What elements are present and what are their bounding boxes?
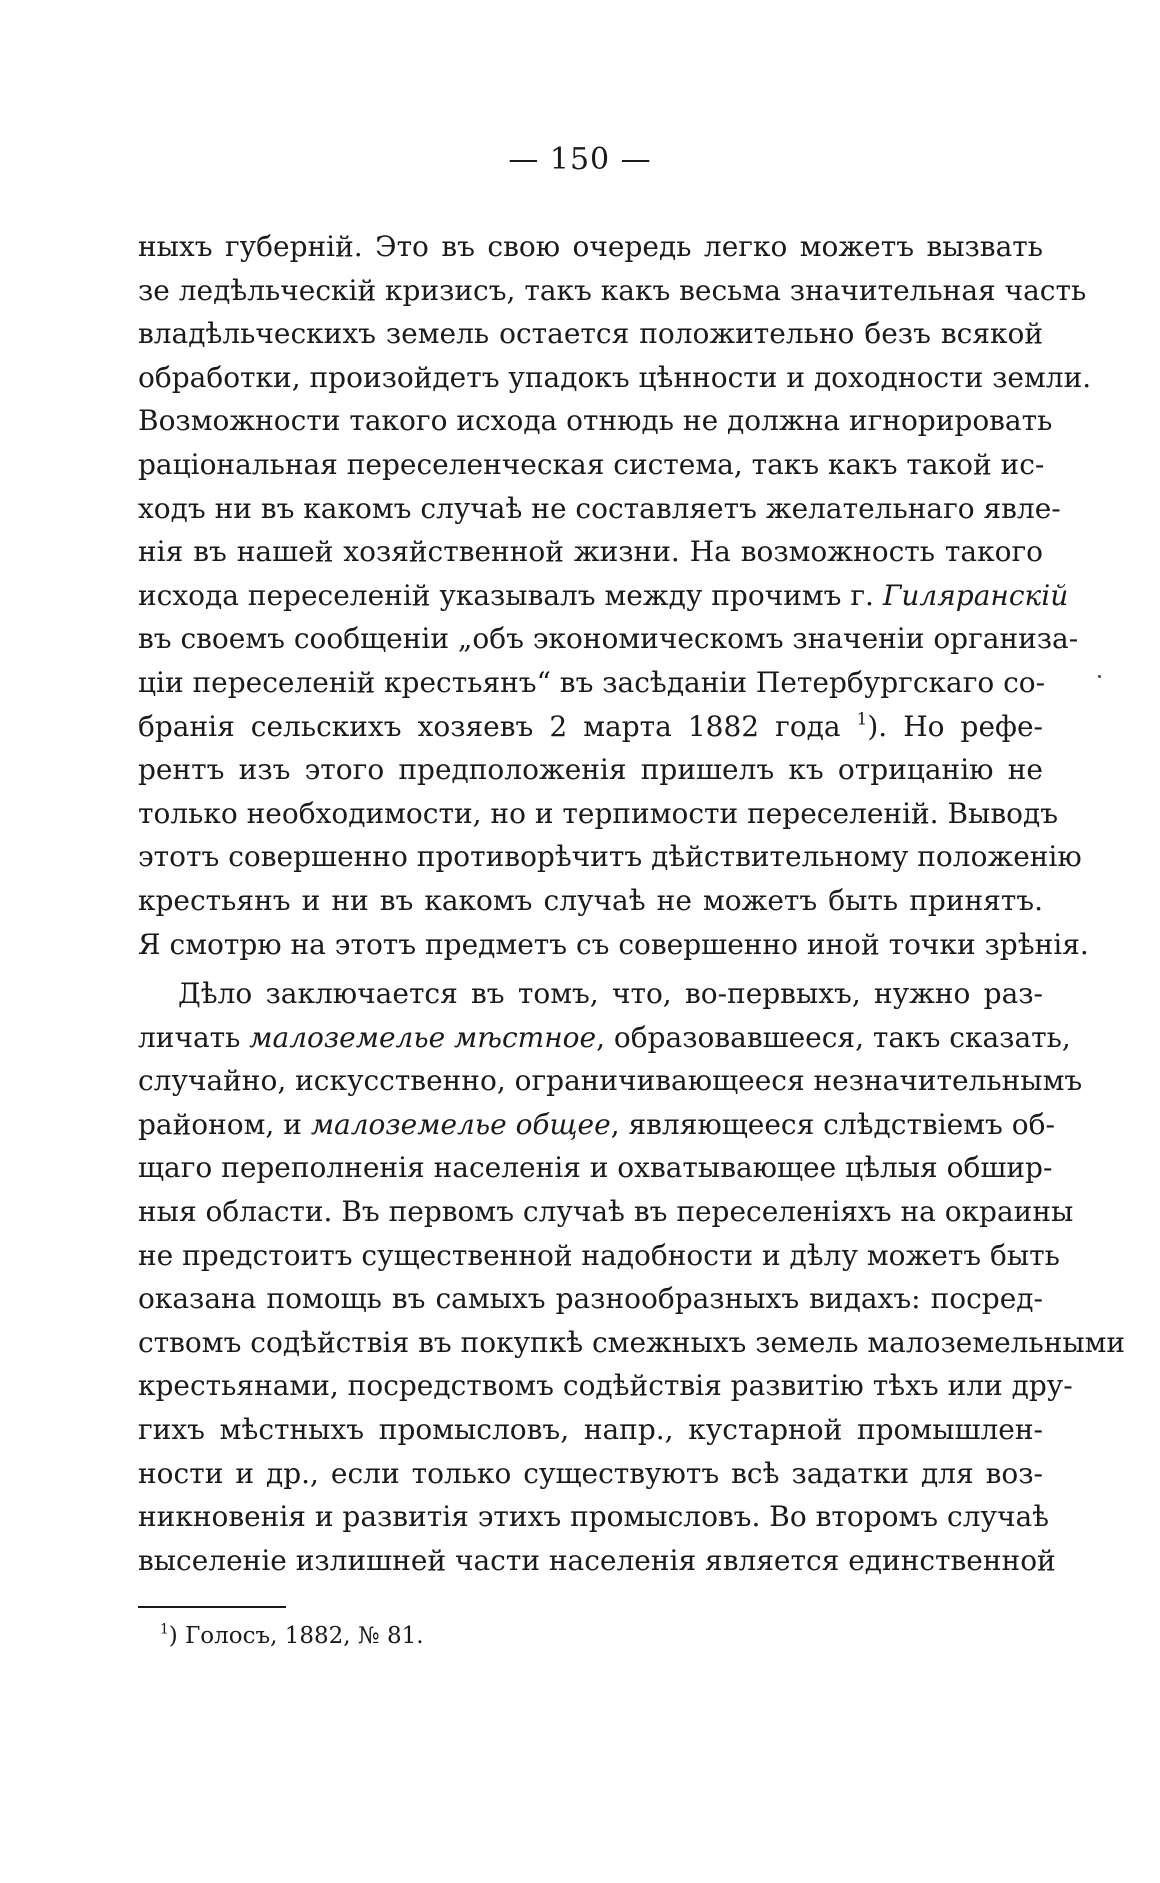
- text-line: выселеніе излишней части населенія является единственной: [138, 1543, 1056, 1577]
- body-text: [138, 225, 1126, 1582]
- text-segment: ). Но рефе-: [867, 709, 1043, 743]
- text-line: владѣльческихъ земель остается положительно безъ всякой: [138, 317, 1043, 351]
- text-line: рентъ изъ этого предположенія пришелъ къ отрицанію не: [138, 753, 1043, 787]
- text-line: [138, 1016, 1071, 1060]
- footnote-divider: [138, 1606, 286, 1608]
- text-segment: исхода переселеній указывалъ между прочимъ г.: [138, 578, 874, 612]
- text-line: [138, 574, 1069, 618]
- text-line: не предстоитъ существенной надобности и дѣлу можетъ быть: [138, 1238, 1060, 1272]
- text-segment: , образовавшееся, такъ сказать,: [596, 1020, 1071, 1054]
- paragraph-first-line: Дѣло заключается въ томъ, что, во-первыхъ, нужно раз-: [178, 977, 1043, 1011]
- text-line: оказана помощь въ самыхъ разнообразныхъ видахъ: посред-: [138, 1282, 1043, 1316]
- text-line: щаго переполненія населенія и охватывающее цѣлыя обшир-: [138, 1151, 1053, 1185]
- text-line: ныхъ губерній. Это въ свою очередь легко можетъ вызвать: [138, 230, 1043, 263]
- paper-speck: [1098, 675, 1101, 678]
- text-line: ности и др., если только существуютъ всѣ задатки для воз-: [138, 1456, 1043, 1490]
- footnote: [160, 1621, 424, 1651]
- footnote-reference: 1: [856, 707, 868, 728]
- text-line: ціи переселеній крестьянъ“ въ засѣданіи Петербургскаго со-: [138, 665, 1046, 699]
- text-line: крестьянами, посредствомъ содѣйствія развитію тѣхъ или дру-: [138, 1369, 1073, 1403]
- footnote-text: ) Голосъ, 1882, № 81.: [168, 1623, 424, 1649]
- text-line: никновенія и развитія этихъ промысловъ. Во второмъ случаѣ: [138, 1500, 1050, 1534]
- text-line: этотъ совершенно противорѣчитъ дѣйствительному положенію: [138, 840, 1082, 874]
- text-line: обработки, произойдетъ упадокъ цѣнности и доходности земли.: [138, 360, 1092, 394]
- text-segment: бранія сельскихъ хозяевъ 2 марта 1882 года: [138, 709, 841, 743]
- text-line: только необходимости, но и терпимости переселеній. Выводъ: [138, 796, 1059, 830]
- italic-author-name: Гиляранскій: [882, 578, 1069, 612]
- text-line: ствомъ содѣйствія въ покупкѣ смежныхъ земель малоземельными: [138, 1325, 1126, 1359]
- text-line: крестьянъ и ни въ какомъ случаѣ не можетъ быть принятъ.: [138, 883, 1043, 917]
- text-line: раціональная переселенческая система, такъ какъ такой ис-: [138, 447, 1045, 481]
- text-line: [138, 1103, 1055, 1147]
- text-line: зе ледѣльческій кризисъ, такъ какъ весьма значительная часть: [138, 273, 1087, 307]
- text-line: въ своемъ сообщеніи „объ экономическомъ значеніи организа-: [138, 622, 1079, 656]
- text-line: гихъ мѣстныхъ промысловъ, напр., кустарной промышлен-: [138, 1413, 1043, 1447]
- text-line: ныя области. Въ первомъ случаѣ въ переселеніяхъ на окраины: [138, 1195, 1074, 1229]
- text-segment: , являющееся слѣдствіемъ об-: [610, 1107, 1055, 1141]
- italic-term-local: малоземелье мѣстное: [249, 1020, 597, 1054]
- text-line: ходъ ни въ какомъ случаѣ не составляетъ желательнаго явле-: [138, 491, 1061, 525]
- text-segment: личать: [138, 1020, 241, 1054]
- text-line: Я смотрю на этотъ предметъ съ совершенно иной точки зрѣнія.: [138, 927, 1089, 961]
- italic-term-general: малоземелье общее: [310, 1107, 611, 1141]
- page-number: — 150 —: [508, 142, 652, 177]
- text-line: Возможности такого исхода отнюдь не должна игнорировать: [138, 404, 1053, 438]
- text-segment: районом, и: [138, 1107, 302, 1141]
- footnote-marker: 1: [160, 1621, 169, 1638]
- text-line: случайно, искусственно, ограничивающееся незначительнымъ: [138, 1064, 1083, 1098]
- text-line: [138, 705, 1043, 749]
- text-line: нія въ нашей хозяйственной жизни. На возможность такого: [138, 535, 1043, 569]
